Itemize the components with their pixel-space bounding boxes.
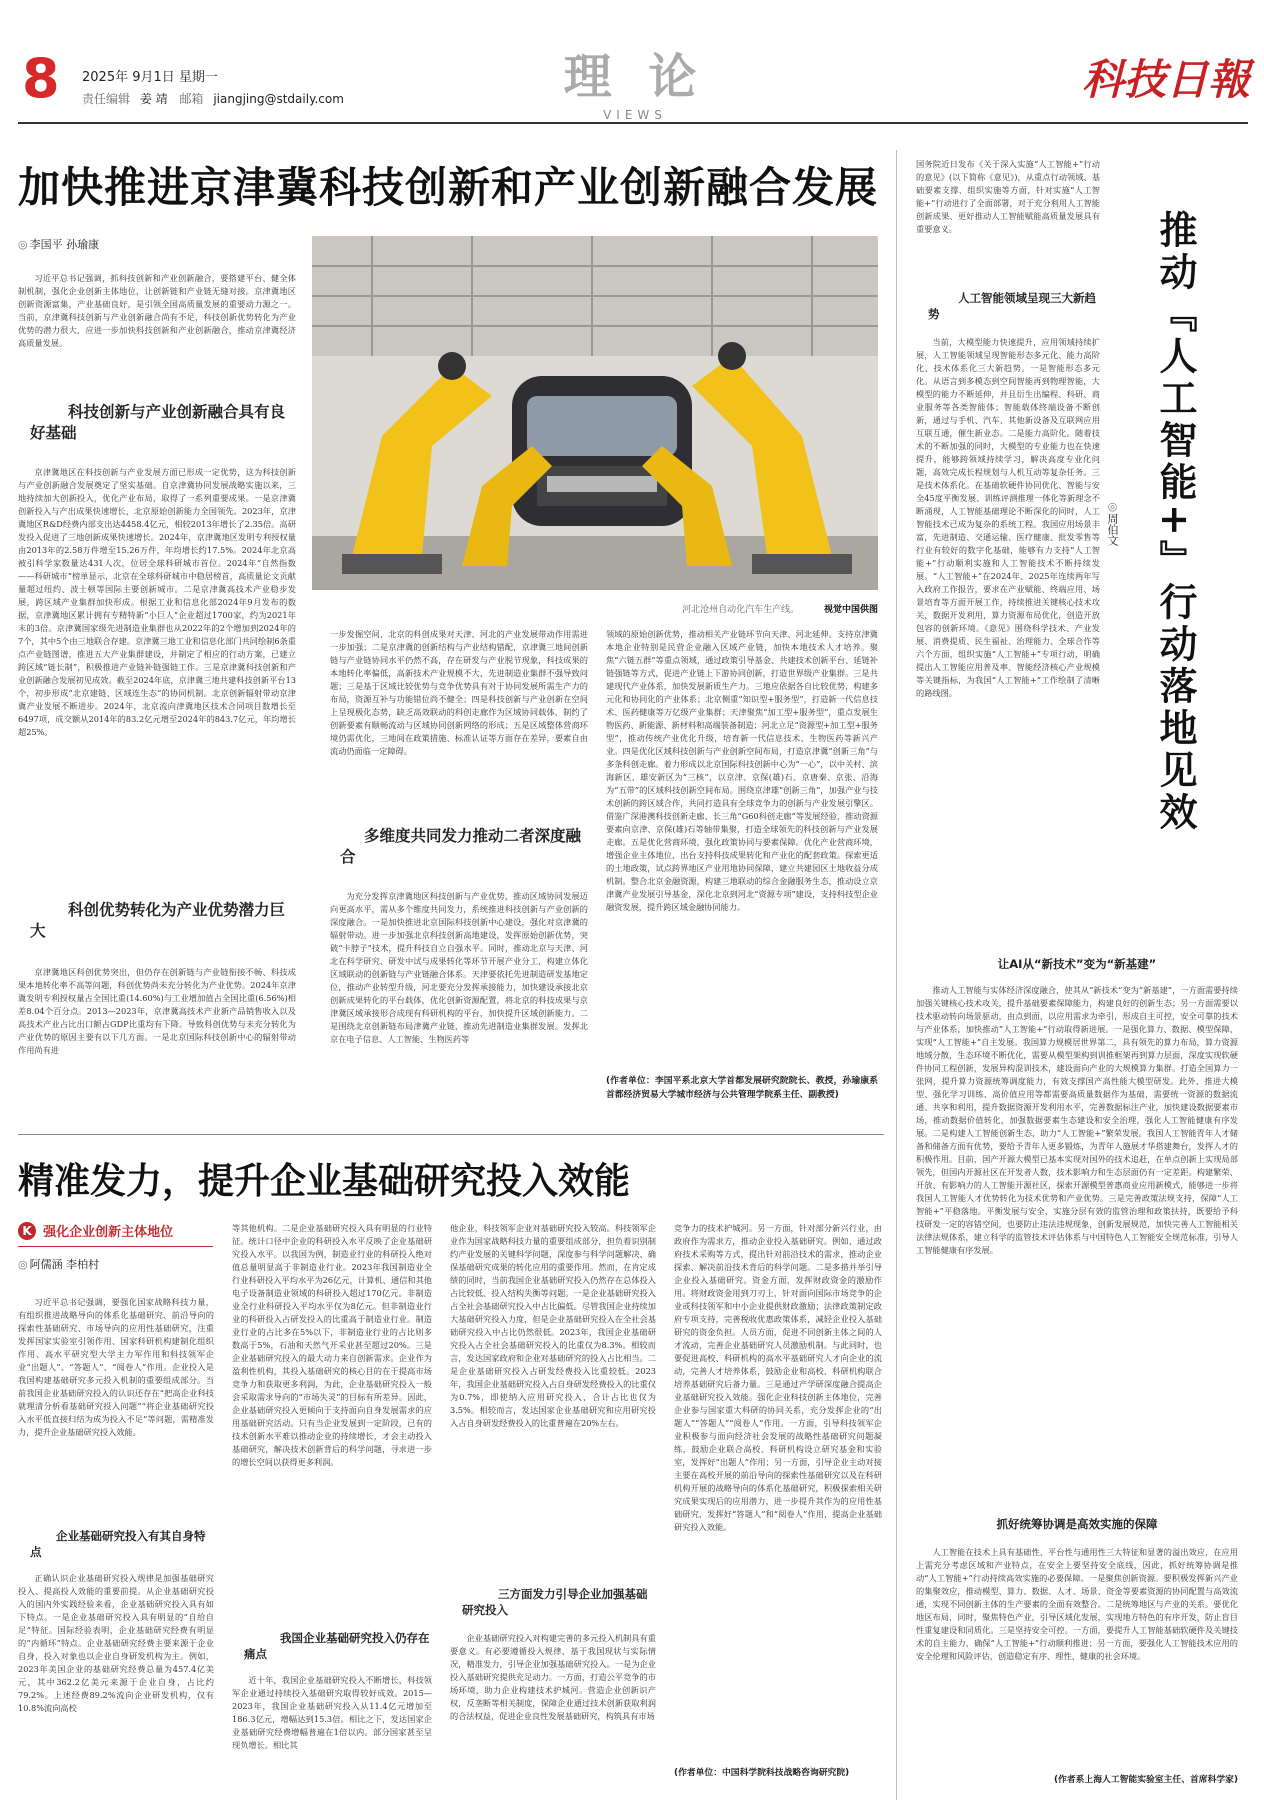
- photo-caption-text: 河北沧州自动化汽车生产线。: [682, 605, 800, 615]
- date-line: 2025年 9月1日 星期一: [82, 70, 218, 85]
- article3-body1-wide: [916, 716, 1238, 952]
- article1-col2-text: 一步发掘空间，北京的科创成果对天津、河北的产业发展带动作用需进一步加强；二是京津冀的创新结构与产业结构错配，京津冀三地间创新链与产业链协同水平仍然不高，存在研发与产业脱节现象，科技成果的本地转化率偏低，高新技术产业规模不大，先进制造业集群不强导致问题；三是基于区域比较优势与竞争优势具有对于协同发展所需生产力的布局，资源互补与功能错位尚不健全；四是科技创新与产业创新在空间上呈现极化态势，缺乏高效联动的科创走廊作为区域协同载体，制约了创新要素有顺畅流动与区域协同创新网络的形成；五是区域整体营商环境仍需优化，三地间在政策措施、标准认证等方面存在差异，要素自由流动仍面临一定障碍。: [330, 629, 588, 756]
- article2-col4-text: 竞争力的技术护城河。另一方面，针对部分新兴行业，由政府作为需求方，推动企业投入基础研究。例如，通过政府技术采购等方式，提出针对前沿技术的需求，推动企业探索、解决前沿技术背后的科学问题。二是多措并举引导企业投入基础研究。资金方面，发挥财政资金的激励作用。将财政资金用到刀刃上，针对面向国际市场竞争的企业或科技领军和中小企业提供财政激励；法律政策制定政府专项支持，完善税收优惠政策体系，减轻企业投入基础研究的资金负担。人员方面，促进不同创新主体之间的人才流动，完善企业基础研究人员激励机制。与此同时，也要促进高校、科研机构的高水平基础研究人才向企业的流动，完善人才培养体系，鼓励企业和高校、科研机构联合培养基础研究后备力量。三是通过产学研深度融合提高企业基础研究投入效能。强化企业科技创新主体地位，完善企业参与国家重大科研的协同关系，充分发挥企业的“出题人”“答题人”“阅卷人”作用。一方面，引导科技领军企业积极参与面向经济社会发展的战略性基础研究问题凝练，鼓励企业联合高校、科研机构设立研究基金和实验室，发挥好“出题人”作用；另一方面，引导企业主动对接主要在高校开展的前沿导向的探索性基础研究以及在科研机构开展的战略导向的体系化基础研究，积极探索相关研究成果实现后的应用潜力，进一步提升其作为的应用性基础研究，发挥好“答题人”和“阅卷人”作用，提高企业基础研究投入效能。: [674, 1223, 882, 1532]
- article1-intro-text: 习近平总书记强调，抓科技创新和产业创新融合，要搭建平台、健全体制机制，强化企业创新主体地位，让创新链和产业链无缝对接。京津冀地区创新资源富集，产业基础良好，是引领全国高质量发展的重要动力源之一。当前，京津冀科技创新与产业创新融合尚有不足，科技创新优势转化为产业优势的潜力很大，应进一步加快科技创新和产业创新融合，推动京津冀经济高质量发展。: [18, 273, 296, 348]
- article2-authors: ◎ 阿儒涵 李柏村: [18, 1256, 99, 1272]
- article3-sub1: 人工智能领域呈现三大新趋势: [928, 291, 1096, 321]
- article2-sub1: 企业基础研究投入有其自身特点: [30, 1529, 206, 1559]
- article1-authors: ◎ 李国平 孙瑜康: [18, 236, 99, 252]
- article1-col1-text: 京津冀地区在科技创新与产业发展方面已形成一定优势，这为科技创新与产业创新融合发展奠定了坚实基础。自京津冀协同发展战略实施以来，三地持续加大创新投入，优化产业布局，取得了一系列重要成果。一是京津冀创新投入与产出成果快速增长，北京原始创新能力全国领先。2023年，京津冀地区R&D经费内部支出达4458.4亿元，相较2013年增长了2.35倍。高研发投入促进了三地创新成果快速增长。2024年，京津冀地区发明专利授权量由2013年的2.58万件增至15.26万件，年均增长约17.5%。2024年北京高被引科学家数量达431人次，位居全球科研城市首位。2024年“自然指数——科研城市”榜单显示，北京在全球科研城市中稳居榜首，高质量论文贡献量超过纽约、波士顿等国际主要创新城市。二是京津冀高技术产业稳步发展，跨区域产业集群加快形成。根据工业和信息化部2024年9月发布的数据，京津冀地区累计拥有专精特新“小巨人”企业超过1700家，约为2021年末的3倍。京津冀国家级先进制造业集群也从2022年的2个增加到2024年的7个，其中5个由三地联合存建。京津冀三地工业和信息化部门共同绘制6条重点产业链图谱，推进五大产业集群建设，并制定了相应的行动方案，已建立跨区域“链长制”，积极推进产业链补链强链工作。三是京津冀科技创新和产业创新融合发展初见成效。截至2024年底，京津冀三地共建科技创新平台13个，初步形成“北京建链、区域连生态”的协同机制。北京创新辐射带动京津冀产业发展不断进步。2024年，北京流向津冀地区技术合同项目数增长至6497项，成交额从2014年的83.2亿元增至2024年的843.7亿元，年均增长超25%。: [18, 467, 296, 737]
- article2-col2-text: 等其他机构。二是企业基础研究投入具有明显的行业特征。统计口径中企业的科研投入水平反映了企业基础研究投入水平。以我国为例，制造业行业的科研投入绝对值总量明显高于非制造业行业。2023年我国制造业全行业科研投入平均水平为26亿元，计算机、通信和其他电子设备制造业领域的科研投入超过170亿元。非制造业全行业科研投入平均水平仅为8亿元。但非制造业行业的科研投入占研发投入的比重高于制造业行业。制造业行业的占比多在5%以下，非制造业行业的占比则多数高于5%，石油和天然气开采业甚至超过20%。三是企业基础研究投入的最大动力来自创新需求。企业作为盈利性机构，其投入基础研究的核心目的在于提高市场竞争力和获取更多利润，为此，企业基础研究投入一般会采取需求导向的“市场失灵”的目标有所差异。因此，企业基础研究投入更倾向于支持面向自身发展需求的应用基础研究活动。只有当企业发展到一定阶段，已有的技术创新水平难以推动企业的持续增长，才会主动投入基础研究，解决技术创新背后的科学问题，寻求进一步的增长空间以获得更多利润。: [232, 1223, 432, 1467]
- robot-assembly-line-image: [312, 236, 878, 590]
- article1-col2-body2: [330, 890, 588, 1122]
- article2-author-note: (作者单位：中国科学院科技战略咨询研究院): [674, 1768, 850, 1778]
- article1-col3-body: [606, 628, 878, 1070]
- article1-col1-text2: 京津冀地区科创优势突出，但仍存在创新链与产业链衔接不畅、科技成果本地转化率不高等问题，科创优势尚未充分转化为产业优势。2024年京津冀发明专利授权量占全国比重(14.60%)与工业增加值占全国比重(6.56%)相差8.04个百分点。2013—2023年，京津冀高技术产业新产品销售收入以及高技术产业占比出口额占GDP比重均有下降。导致科创优势与未充分转化为产业优势的原因主要有以下几方面。一是北京国际科技创新中心的辐射带动作用尚有进: [18, 967, 296, 1055]
- article2-kicker: [18, 1220, 213, 1247]
- article2-col2-body: [232, 1222, 432, 1622]
- email[interactable]: jiangjing@stdaily.com: [213, 92, 344, 106]
- article2-col1-body: [18, 1296, 214, 1516]
- article3-body3: [916, 1546, 1238, 1766]
- column-divider: [896, 150, 897, 1800]
- editor-label: 责任编辑: [82, 92, 131, 106]
- mail-label: 邮箱: [179, 92, 204, 106]
- article1-headline: 加快推进京津冀科技创新和产业创新融合发展: [18, 163, 879, 212]
- article3-top-text: 国务院近日发布《关于深入实施“人工智能+”行动的意见》(以下简称《意见》)，从重点行动领域、基础要素支撑、组织实施等方面，针对实施“人工智能+”行动进行了全面部署，对于充分利用人工智能创新成果、更好推动人工智能赋能高质量发展具有重要意义。: [916, 159, 1100, 234]
- photo-credit: 视觉中国供图: [823, 605, 878, 615]
- article1-col3-text: 领域的原始创新优势，推动相关产业链环节向天津、河北延伸。支持京津冀本地企业特别是民营企业融入区域产业链，加快本地技术人才培养。聚焦“六链五群”等重点领域，通过政策引导基金、共建技术创新平台、延链补链强链等方式，促进产业链上下游协同创新，打造世界级产业集群。三是共建现代产业体系，加快发展新质生产力。三地应依据各自比较优势，构建多元化和协同化的产业体系；北京侧重“知识型+服务型”，打造新一代信息技术、医药健康等万亿级产业集群；天津聚焦“加工型+服务型”，重点发展生物医药、新能源、新材料和高端装备制造；河北立足“资源型+加工型+服务型”，推动传统产业优化升级，培育新一代信息技术、生物医药等新兴产业。四是优化区域科技创新与产业创新空间布局，打造京津冀“创新三角”与多条科创走廊。着力形成以北京国际科技创新中心为“一心”，以中关村、滨海新区、雄安新区为“三核”，以京津、京保(雄)石、京唐秦、京张、沿海为“五带”的区域科技创新空间布局。围绕京津雄“创新三角”，加强产业与技术创新的跨区域合作，共同打造具有全球竞争力的创新与产业发展引擎区。借鉴广深港澳科技创新走廊、长三角“G60科创走廊”等发展经验，推动资源要素向京津、京保(雄)石等轴带集聚，打造全球领先的科技创新与产业发展走廊。五是优化营商环境，强化政策协同与要素保障。优化产业营商环境，增强企业主体地位，出台支持科技成果转化和产业化的配套政策。探索更适的土地政策，试点跨界地区产业用地协同保障，建立共建园区土地收益分成机制。整合北京金融资源，构建三地联动的综合金融服务生态，推动设立京津冀产业发展引导基金，深化北京到河北“资源专项”建设，支持科技型企业融资发展，提升跨区域金融协同能力。: [606, 629, 878, 912]
- article3-sub3: 抓好统筹协调是高效实施的保障: [996, 1517, 1158, 1531]
- article3-authors-text: 周伯文: [1106, 513, 1119, 546]
- kicker-text: 强化企业创新主体地位: [43, 1225, 174, 1240]
- article3-body2-text: 推动人工智能与实体经济深度融合，使其从“新技术”变为“新基建”，一方面需要持续加强关键核心技术攻关，提升基础要素保障能力，构建良好的创新生态；另一方面需要以技术驱动转向场景驱动，由点到面，以应用需求为牵引，形成自主可控，安全可靠的技术与产业体系，加快推动“人工智能+”行动取得新进展。一是强化算力、数据、模型保障，实现“人工智能+”自主发展。我国算力规模居世界第二，具有领先的算力布局，算力资源地域分散，生态环境不断优化，需要从模型架构到训推框架再到算力层面，深度实现软硬件协同工程创新，发展异构混训技术，建设面向产业的大规模算力集群。打造全国算力一张网，提升算力资源统筹调度能力，有效支撑国产高性能大模型研发。此外，推进大模型、强化学习训练、高价值应用等都需要高质量数据作为基础，需要统一资源的数据流通、共享和利用，提升数据资源开发利用水平，完善数据标注产业，加快建设数据要素市场，推动数据价值转化，加强数据要素生态建设和安全治理，强化人工智能健康有序发展。二是构建人工智能创新生态，助力“人工智能+”繁荣发展。我国人工智能青年人才储备和储备方面有优势，要给予青年人更多锻炼，为青年人施展才华搭建舞台，发挥人才的积极作用。目前，国产开源大模型已基本实现对国外的技术追赶，在单点创新上实现局部领先，但国内开源社区在开发者人数，技术影响力和生态层面仍有一定差距。构建繁荣、开放、有影响力的人工智能开源社区，探索开源模型普惠商业应用新模式，能够进一步将我国人工智能人才优势转化为技术优势和产业优势。三是完善政策法规支持，保障“人工智能+”平稳落地。平衡发展与安全，实施分层有效的监管治理和政策扶持，既要给予科技研发一定的容错空间，也要防止违法违规现象，创新发展规范，加快完善人工智能相关法律法规体系，建立科学的监管技术评估体系与中国特色人工智能安全规范标准，引导人工智能健康有序发展。: [916, 985, 1238, 1255]
- article3-top-body: [916, 158, 1100, 276]
- article3-vertical-headline: 推动『人工智能+』行动落地见效: [1153, 210, 1197, 834]
- article2-col3-text2: 企业基础研究投入对构建完善的多元投入机制具有重要意义。有必要遵循投入规律、基于我国现状与实际情况，精准发力，引导企业加强基础研究投入。一是为企业投入基础研究提供充足动力。一方面，打造公平竞争的市场环境，助力企业构建技术护城河。营造企业创新识产权，反垄断等相关制度，保障企业通过技术创新获取利润的合法权益，促进企业良性发展基础研究，构筑具有市场: [450, 1633, 656, 1721]
- article3-body3-text: 人工智能在技术上具有基础性、平台性与通用性三大特征和显著的溢出效应，在应用上需充分考虑区域和产业特点，在安全上要坚持安全底线，因此，抓好统筹协调是推动“人工智能+”行动持续高效实施的必要保障。一是聚焦创新资源。要积极发挥新兴产业的集聚效应，推动模型、算力、数据、人才、场景、资金等要素资源的协同配置与高效流通，实现不同创新主体的生产要素的全面有效整合。二是统筹地区与产业的关系。要优化地区布局，同时，聚焦特色产业，引导区域化发展，实现地方特色的有序开发，防止盲目性重复建设和同质化。三是坚持安全可控。一方面，要提升人工智能基础软硬件及关键技术的自主能力，确保“人工智能+”行动顺利推进；另一方面，要强化人工智能技术应用的安全伦理和风险评估，创造稳定有序、理性、健康的社会环境。: [916, 1547, 1238, 1661]
- section-en: VIEWS: [603, 108, 667, 122]
- editor-line: [82, 90, 344, 107]
- article1-col1-body: [18, 466, 296, 884]
- editor-name: 姜 靖: [139, 92, 168, 106]
- article3-body1: [916, 336, 1100, 716]
- article3-author-note: (作者系上海人工智能实验室主任、首席科学家): [1054, 1775, 1238, 1785]
- article1-author-note: (作者单位：李国平系北京大学首都发展研究院院长、教授，孙瑜康系首都经济贸易大学城市经济与公共管理学院系主任、副教授): [606, 1076, 878, 1100]
- article2-col3-body: [450, 1222, 656, 1570]
- article2-col2-text2: 近十年，我国企业基础研究投入不断增长，科技领军企业通过持续投入基础研究取得较好成效。2015—2023年，我国企业基础研究投入从11.4亿元增加至186.3亿元，增幅达到15.3倍。相比之下，发达国家企业基础研究经费增幅普遍在1倍以内。部分国家甚至呈现负增长。相比其: [232, 1675, 432, 1750]
- photo-caption: [564, 602, 878, 615]
- page-number: 8: [22, 47, 60, 110]
- article1-sub1: 科技创新与产业创新融合具有良好基础: [30, 403, 286, 442]
- author-marker-icon: ◎: [1106, 500, 1119, 513]
- article3-sub2: 让AI从“新技术”变为“新基建”: [997, 957, 1157, 971]
- article3-authors: [1104, 500, 1120, 546]
- article-divider: [18, 1134, 884, 1135]
- article2-col1-body2: [18, 1572, 214, 1804]
- header-rule: [18, 122, 1248, 124]
- article2-col2-body2: [232, 1674, 432, 1804]
- article2-sub2: 我国企业基础研究投入仍存在痛点: [244, 1631, 430, 1661]
- article1-intro: [18, 272, 296, 396]
- section-title: 理 论: [563, 49, 707, 105]
- article1-col2-body: [330, 628, 588, 804]
- kicker-k-icon: K: [18, 1222, 36, 1240]
- article3-body1-wide-text: [916, 716, 1238, 729]
- article3-body2: [916, 984, 1238, 1362]
- article1-sub3: 多维度共同发力推动二者深度融合: [340, 827, 582, 866]
- article2-headline: 精准发力，提升企业基础研究投入效能: [18, 1161, 631, 1202]
- article2-col3-body2: [450, 1632, 656, 1804]
- article2-col3-text: 他企业，科技领军企业对基础研究投入较高。科技领军企业作为国家战略科技力量的重要组成部分，担负着识别制约产业发展的关键科学问题，深度参与科学问题解决、确保基础研究成果的转化应用的重要作用。然而，在肯定成绩的同时，当前我国企业基础研究投入仍然存在总体投入占比较低、投入结构失衡等问题。一是企业基础研究投入占全社会基础研究投入中占比偏低。尽管我国企业持续加大基础研究投入力度，但是企业基础研究投入在全社会基础研究投入中占比仍然很低。2023年，我国企业基础研究投入占全社会基础研究投入的比重仅为8.3%。相较而言，发达国家政府和企业对基础研究的投入占比相当。二是企业基础研究投入占研发经费投入比重较低。2023年，我国企业基础研究投入占自身研发经费投入的比重仅为0.7%，即使纳入应用研究投入，合计占比也仅为3.5%。相较而言，发达国家企业基础研究和应用研究投入占自身研发经费投入的比重普遍在20%左右。: [450, 1223, 656, 1428]
- masthead-logo: 科技日報: [1082, 55, 1251, 104]
- article1-col1-body2: [18, 966, 296, 1122]
- article1-col2-text2: 为充分发挥京津冀地区科技创新与产业优势，推动区域协同发展迈向更高水平，需从多个维度共同发力，系统推进科技创新与产业创新的深度融合。一是加快推进北京国际科技创新中心建设，强化对京津冀的辐射带动。进一步加强北京科技创新高地建设，发挥原始创新优势，突破“卡脖子”技术，提升科技自立自强水平。同时，推动北京与天津、河北在科学研究、研发中试与成果转化等环节开展产业分工，构建立体化区域联动的创新链与产业链融合体系。天津要依托先进制造研发基地定位，推动产业转型升级，河北要充分发挥承接能力，加快建设承接北京创新成果转化的平台载体，优化创新资源配置，将北京的科技成果与京津冀区域承接形合成现有科研机构的平台，加快提升区域创新能力。二是围绕北京创新链布局津冀产业链，推动先进制造业集群发展。发挥北京在电子信息、人工智能、生物医药等: [330, 891, 588, 1044]
- article2-sub3: 三方面发力引导企业加强基础研究投入: [462, 1587, 648, 1617]
- factory-photo: [312, 236, 878, 590]
- article2-col1-text2: 正确认识企业基础研究投入规律是加强基础研究投入、提高投入效能的重要前提。从企业基础研究投入的国内外实践经验来看，企业基础研究投入具有如下特点。一是企业基础研究投入具有明显的“自给自足”特征。国际经验表明，企业基础研究经费有明显的“内循环”特点。企业基础研究经费主要来源于企业自身，投入对象也以企业自身研发机构为主。例如，2023年美国企业的基础研究经费总量为457.4亿美元，其中362.2亿美元来源于企业自身，占比约79.2%。上述经费89.2%流向企业研发机构，仅有10.8%流向高校: [18, 1573, 214, 1713]
- article2-col4-body: [674, 1222, 882, 1760]
- article3-body1-text: 当前，大模型能力快速提升，应用领域持续扩展，人工智能领域呈现智能形态多元化、能力高阶化、技术体系化三大新趋势。一是智能形态多元化。从语言到多模态到空间智能再到物理智能，大模型的能力不断延伸，并且衍生出编程、科研、商业服务等各类智能体；智能载体终端设备不断创新，通过与手机、汽车、其他新设备及互联网应用互联互通，催生新业态。二是能力高阶化。随着技术的不断加强的同时，大模型的专业能力也在快速提升，能够跨领域持续学习，解决高度专业化问题，高效完成长程规划与人机互动等复杂任务。三是技术体系化。在基础软硬件协同优化、智能与安全45度平衡发展、训练评测推理一体化等新理念不断涌现，人工智能基础理论不断深化的同时，人工智能技术已成为复杂的系统工程。我国应用场景丰富，先进制造、交通运输、医疗健康、批发零售等行业有较好的数字化基础，能够有力支持“人工智能+”行动顺利实施和人工智能技术不断持续发展。“人工智能+”在2024年、2025年连续两年写入政府工作报告，要求在产业赋能、终端应用、场景培育等方面开展工作，持续推进关键核心技术攻关，数据开发利用，算力资源布局优化，创造开放包容的创新环境。《意见》围绕科学技术、产业发展、消费提质、民生福祉、治理能力、全球合作等六个方面，组织实施“人工智能+”专项行动，明确提出人工智能应用普及率、智能经济核心产业规模等关键指标，为我国“人工智能+”工作绘制了清晰的路线图。: [916, 337, 1100, 698]
- article1-sub2: 科创优势转化为产业优势潜力巨大: [30, 901, 286, 940]
- article2-col1-text: 习近平总书记强调，要强化国家战略科技力量，有组织推进战略导向的体系化基础研究、前沿导向的探索性基础研究、市场导向的应用性基础研究，注重发挥国家实验室引领作用、国家科研机构建制化组织作用、高水平研究型大学主力军作用和科技领军企业“出题人”、“答题人”、“阅卷人”作用。企业投入是我国构建基础研究多元投入机制的重要组成部分。当前我国企业基础研究投入的认识还存在“把高企业科技就理清分析看基础研究投入问题”“将企业基础研究投入水平低直接归结为成为投入不足”等问题，需精准发力，提升企业基础研究投入效能。: [18, 1297, 214, 1437]
